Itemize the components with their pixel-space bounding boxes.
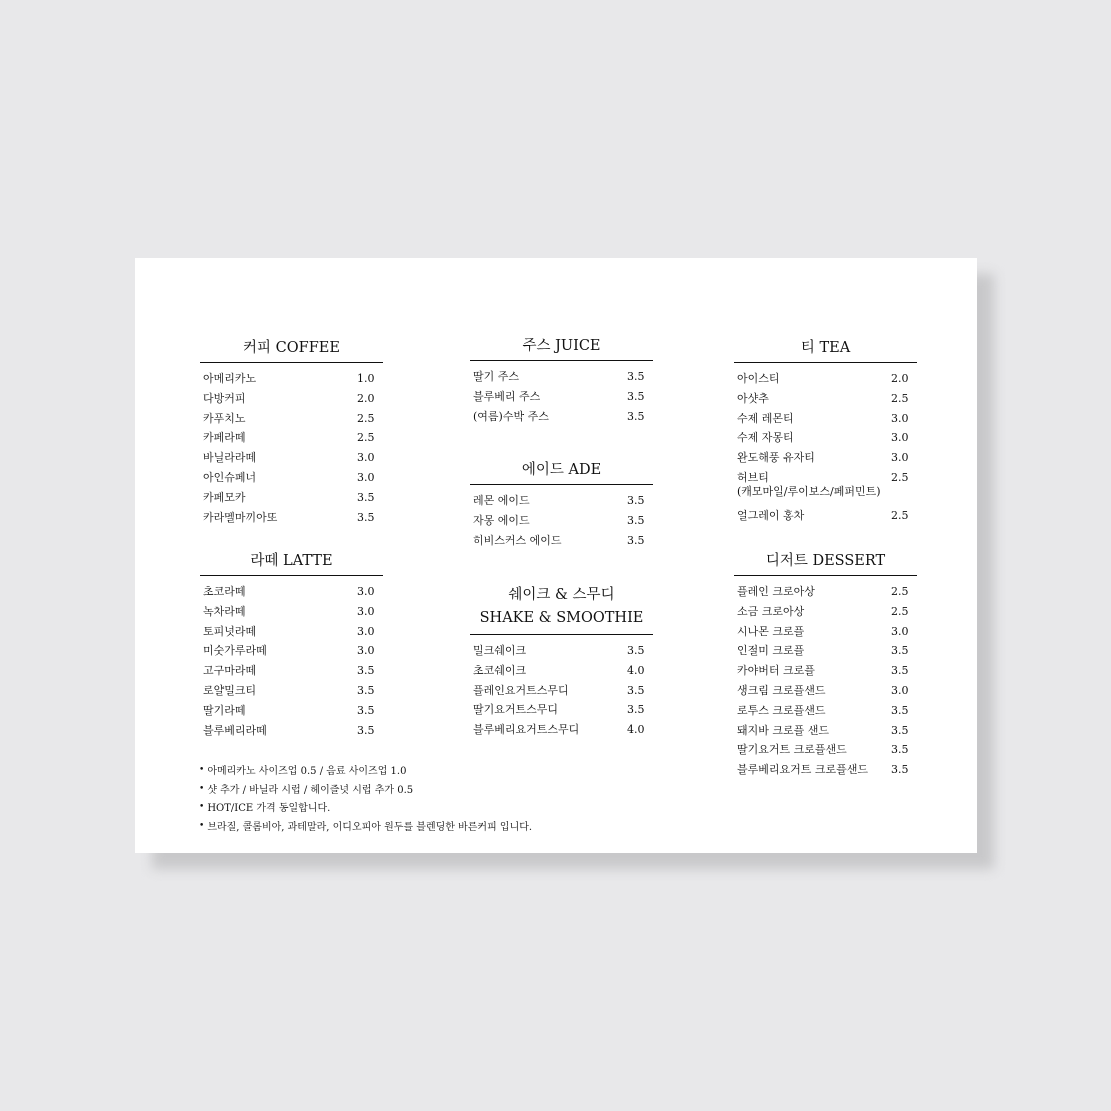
menu-item — [734, 724, 917, 738]
menu-item-price: 3.5 — [627, 703, 645, 717]
tea-items — [734, 372, 917, 523]
section-title-ade: 에이드 ADE — [470, 460, 653, 485]
menu-item-name-text: 완도해풍 유자티 — [737, 451, 815, 465]
note-line — [199, 763, 532, 782]
menu-item-name — [473, 494, 627, 508]
menu-item-price: 3.0 — [891, 624, 909, 638]
menu-item — [734, 763, 917, 777]
section-title-tea: 티 TEA — [734, 338, 917, 363]
menu-item-name-text: 고구마라떼 — [203, 664, 257, 678]
section-title-shake — [470, 584, 653, 635]
shake-title-english: SHAKE & SMOOTHIE — [479, 610, 644, 626]
menu-item-price: 3.5 — [891, 703, 909, 717]
menu-item — [734, 392, 917, 406]
menu-item-name — [203, 625, 357, 639]
menu-item-name-text: 아이스티 — [737, 372, 780, 385]
menu-item-name — [473, 644, 627, 658]
menu-item — [734, 625, 917, 639]
menu-item — [470, 370, 653, 384]
menu-item-name — [473, 370, 627, 384]
menu-item — [200, 724, 383, 738]
menu-item-name — [203, 451, 357, 465]
menu-item-name-text: 허브티 — [737, 470, 769, 484]
bullet-icon: • — [199, 820, 205, 831]
menu-item-price: 3.5 — [627, 370, 645, 383]
note-text: 브라질, 콜롬비아, 과테말라, 이디오피아 원두를 블렌딩한 바른커피 입니다. — [207, 821, 533, 833]
menu-item-price: 3.5 — [627, 644, 645, 657]
ade-items — [470, 494, 653, 548]
note-text: HOT/ICE 가격 동일합니다. — [207, 803, 331, 814]
menu-item-price: 3.5 — [357, 664, 375, 678]
menu-item-name-text: 카라멜마끼아또 — [203, 510, 278, 524]
coffee-items — [200, 372, 383, 525]
menu-item — [200, 664, 383, 678]
section-title-juice: 주스 JUICE — [470, 336, 653, 361]
menu-item-price: 3.0 — [357, 585, 375, 598]
dessert-items — [734, 585, 917, 777]
menu-item-name-text: 카페라떼 — [203, 431, 246, 445]
menu-item — [200, 605, 383, 619]
menu-card — [135, 258, 977, 853]
menu-item-name-text: 생크림 크로플샌드 — [737, 683, 826, 697]
menu-item-name-text: 블루베리요거트스무디 — [473, 723, 580, 737]
shake-items — [470, 644, 653, 737]
menu-item-name-text: 토피넛라떼 — [203, 624, 257, 638]
menu-item-name-text: 바닐라라떼 — [203, 451, 257, 465]
menu-item-name — [473, 534, 627, 548]
menu-item-name — [473, 390, 627, 404]
menu-item-name — [203, 471, 357, 485]
menu-item-name-text: 플레인 크로아상 — [737, 585, 815, 598]
menu-item-name-text: 미숫가루라떼 — [203, 644, 267, 658]
menu-item-name — [203, 704, 357, 718]
menu-item — [734, 451, 917, 465]
menu-item-price: 3.5 — [891, 743, 909, 757]
menu-item-price: 3.5 — [627, 513, 645, 527]
menu-item — [200, 644, 383, 658]
menu-item — [200, 511, 383, 525]
menu-item-name — [737, 644, 891, 658]
menu-item — [734, 431, 917, 445]
note-line — [199, 819, 532, 838]
note-text: 아메리카노 사이즈업 0.5 / 음료 사이즈업 1.0 — [207, 766, 407, 777]
menu-item-name — [737, 431, 891, 445]
menu-item-price: 3.0 — [891, 431, 909, 445]
menu-item-name-text: 수제 레몬티 — [737, 411, 794, 425]
menu-item-name — [203, 664, 357, 678]
menu-item-name — [737, 605, 891, 619]
menu-item-name-text: 히비스커스 에이드 — [473, 533, 562, 547]
menu-item-name — [203, 431, 357, 445]
menu-item — [734, 509, 917, 523]
menu-item-price: 3.5 — [627, 389, 645, 403]
menu-item-name — [203, 644, 357, 658]
menu-item — [470, 723, 653, 737]
menu-item-name-text: 다방커피 — [203, 391, 246, 405]
bullet-icon: • — [199, 783, 205, 794]
menu-item-price: 3.0 — [357, 624, 375, 638]
menu-item-name-text: 딸기 주스 — [473, 370, 520, 383]
menu-item — [470, 644, 653, 658]
menu-item-name-text: 카푸치노 — [203, 411, 246, 425]
menu-item-name — [473, 684, 627, 698]
menu-item — [200, 491, 383, 505]
menu-item-price: 3.5 — [627, 409, 645, 423]
bullet-icon: • — [199, 765, 205, 775]
menu-item-name — [203, 585, 357, 599]
menu-item — [200, 431, 383, 445]
menu-item-name-text: 아샷추 — [737, 391, 769, 405]
menu-item-price: 2.5 — [891, 604, 909, 618]
menu-item — [200, 372, 383, 386]
menu-item-price: 3.5 — [891, 664, 909, 678]
menu-item-name-text: 블루베리 주스 — [473, 389, 541, 403]
menu-item-name — [737, 372, 891, 386]
menu-item-price: 2.5 — [357, 431, 375, 445]
menu-item — [470, 494, 653, 508]
menu-item-name — [737, 585, 891, 599]
menu-item-name — [737, 509, 891, 523]
menu-item-name-text: 로얄밀크티 — [203, 683, 257, 697]
menu-item-price: 4.0 — [627, 663, 645, 677]
menu-item-name-text: 얼그레이 홍차 — [737, 508, 805, 522]
menu-item-price: 3.0 — [357, 451, 375, 465]
section-ade — [470, 460, 653, 553]
section-coffee — [200, 338, 383, 530]
menu-item-name-text: 자몽 에이드 — [473, 513, 530, 527]
menu-item-price: 3.5 — [627, 533, 645, 547]
menu-item-price: 2.5 — [891, 391, 909, 405]
menu-item — [734, 704, 917, 718]
section-latte — [200, 551, 383, 743]
menu-item-name — [473, 703, 627, 717]
menu-item-name-text: 블루베리요거트 크로플샌드 — [737, 763, 869, 777]
menu-item-name-text: 밀크쉐이크 — [473, 644, 527, 657]
section-tea — [734, 338, 917, 529]
menu-item-name-text: 돼지바 크로플 샌드 — [737, 723, 830, 737]
menu-item-name-text: 카야버터 크로플 — [737, 664, 815, 678]
menu-item-price: 3.5 — [891, 644, 909, 658]
menu-item — [734, 743, 917, 757]
menu-item-price: 3.5 — [357, 683, 375, 697]
menu-item-name-text: 소금 크로아상 — [737, 604, 805, 618]
section-shake — [470, 584, 653, 743]
section-dessert — [734, 551, 917, 783]
menu-item-name-text: 로투스 크로플샌드 — [737, 703, 826, 717]
menu-item-name — [473, 723, 627, 737]
menu-item-name-text: 카페모카 — [203, 490, 246, 504]
menu-item-name — [203, 491, 357, 505]
menu-item-price: 3.5 — [891, 723, 909, 737]
menu-notes — [199, 763, 532, 837]
menu-item-name-text: 레몬 에이드 — [473, 494, 530, 507]
menu-item-price: 2.0 — [357, 391, 375, 405]
menu-item — [470, 514, 653, 528]
menu-item-price: 3.5 — [357, 490, 375, 504]
menu-item — [200, 412, 383, 426]
menu-item-name-text: 수제 자몽티 — [737, 431, 794, 445]
menu-item — [734, 372, 917, 386]
menu-item-name — [737, 664, 891, 678]
menu-item-name — [203, 724, 357, 738]
menu-item-name — [203, 392, 357, 406]
menu-item-name — [737, 451, 891, 465]
menu-item-price: 2.5 — [891, 508, 909, 522]
menu-item-name-text: 시나몬 크로플 — [737, 624, 805, 638]
menu-item-name — [737, 471, 891, 499]
menu-item-name-text: 아인슈페너 — [203, 470, 257, 484]
menu-item-price: 3.5 — [627, 494, 645, 507]
menu-item-name-text: 딸기라떼 — [203, 703, 246, 717]
menu-item-name-text: 초코쉐이크 — [473, 663, 527, 677]
menu-item-price: 1.0 — [357, 372, 375, 385]
menu-item-name-text: 아메리카노 — [203, 372, 257, 385]
note-text: 샷 추가 / 바닐라 시럽 / 헤이즐넛 시럽 추가 0.5 — [207, 784, 414, 796]
menu-item-name-text: 플레인요거트스무디 — [473, 683, 569, 697]
menu-item-price: 3.5 — [891, 763, 909, 777]
menu-item-price: 3.5 — [357, 723, 375, 737]
menu-item — [734, 644, 917, 658]
menu-item-name — [203, 684, 357, 698]
bullet-icon: • — [199, 802, 205, 812]
menu-item-price: 4.0 — [627, 723, 645, 737]
menu-item — [200, 585, 383, 599]
menu-item-name — [203, 372, 357, 386]
menu-item-name — [203, 511, 357, 525]
menu-item-name-text: 블루베리라떼 — [203, 723, 267, 737]
menu-item-price: 2.5 — [891, 585, 909, 598]
menu-item-name — [737, 743, 891, 757]
menu-item-name — [737, 684, 891, 698]
menu-item — [470, 684, 653, 698]
menu-item-name-text: 녹차라떼 — [203, 604, 246, 618]
menu-item-name — [737, 625, 891, 639]
menu-item — [200, 684, 383, 698]
menu-item — [470, 703, 653, 717]
menu-item — [200, 704, 383, 718]
menu-item — [470, 664, 653, 678]
menu-item — [200, 471, 383, 485]
menu-item-name — [203, 605, 357, 619]
section-title-latte: 라떼 LATTE — [200, 551, 383, 576]
menu-item-name — [737, 704, 891, 718]
menu-item-price: 3.0 — [357, 604, 375, 618]
menu-item-price: 3.0 — [891, 683, 909, 697]
menu-item-name — [473, 410, 627, 424]
note-line — [199, 800, 532, 819]
menu-item — [734, 412, 917, 426]
menu-item — [470, 534, 653, 548]
menu-item-price: 2.0 — [891, 372, 909, 385]
menu-item — [734, 585, 917, 599]
menu-item — [734, 605, 917, 619]
menu-item-name-text: 딸기요거트 크로플샌드 — [737, 743, 847, 757]
menu-item-price: 3.5 — [627, 683, 645, 697]
menu-item-price: 3.5 — [357, 510, 375, 524]
menu-item-price: 2.5 — [357, 411, 375, 425]
menu-item-price: 3.0 — [357, 470, 375, 484]
menu-item-name — [737, 392, 891, 406]
menu-item-name-text: 초코라떼 — [203, 585, 246, 598]
menu-item-name — [737, 763, 891, 777]
menu-item-price: 3.0 — [357, 644, 375, 658]
menu-item — [200, 625, 383, 639]
menu-item-price: 3.5 — [357, 703, 375, 717]
section-juice — [470, 336, 653, 429]
menu-item-price: 3.0 — [891, 451, 909, 465]
menu-item-subtitle: (캐모마일/루이보스/페퍼민트) — [737, 484, 881, 498]
menu-item — [734, 664, 917, 678]
latte-items — [200, 585, 383, 738]
menu-item — [470, 390, 653, 404]
menu-item-name — [203, 412, 357, 426]
section-title-coffee: 커피 COFFEE — [200, 338, 383, 363]
shake-title-korean: 쉐이크 & 스무디 — [508, 587, 615, 603]
menu-item — [470, 410, 653, 424]
menu-item-name — [473, 514, 627, 528]
juice-items — [470, 370, 653, 424]
note-line — [199, 782, 532, 801]
menu-item — [200, 451, 383, 465]
section-title-dessert: 디저트 DESSERT — [734, 551, 917, 576]
menu-item-name-text: (여름)수박 주스 — [473, 409, 549, 423]
menu-item-name-text: 인절미 크로플 — [737, 644, 805, 658]
menu-item — [200, 392, 383, 406]
menu-item — [734, 684, 917, 698]
menu-item-name — [737, 412, 891, 426]
menu-item-name-text: 딸기요거트스무디 — [473, 703, 559, 717]
menu-item — [734, 471, 917, 499]
menu-item-name — [737, 724, 891, 738]
menu-item-price: 3.0 — [891, 411, 909, 425]
menu-item-price: 2.5 — [891, 470, 909, 484]
menu-item-name — [473, 664, 627, 678]
